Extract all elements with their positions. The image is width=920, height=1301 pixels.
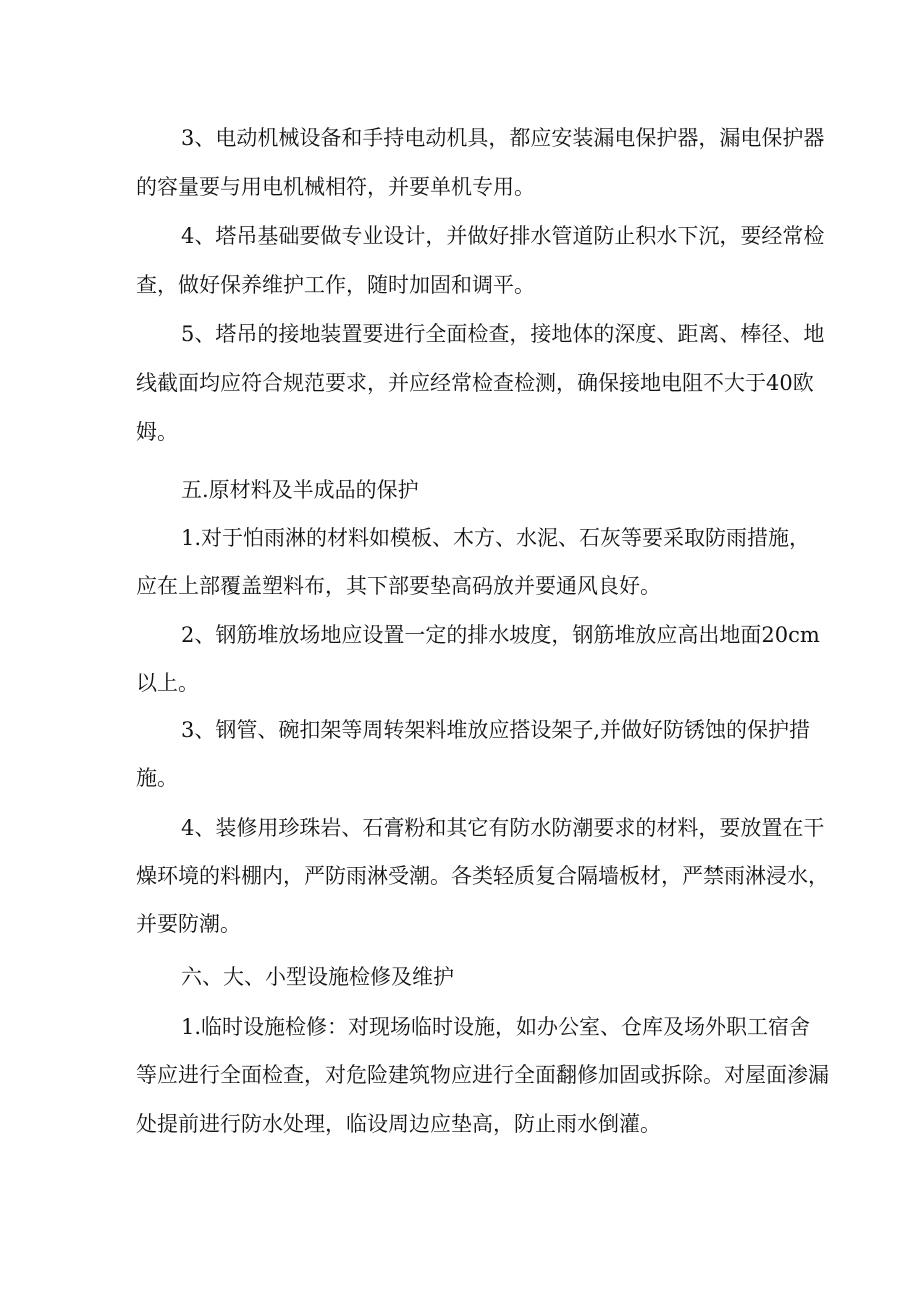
paragraph-line: 燥环境的料棚内，严防雨淋受潮。各类轻质复合隔墙板材，严禁雨淋浸水， — [136, 864, 829, 888]
paragraph-line: 以上。 — [136, 671, 199, 695]
paragraph-line: 4、装修用珍珠岩、石膏粉和其它有防水防潮要求的材料，要放置在干 — [181, 816, 825, 840]
paragraph-line: 1.临时设施检修：对现场临时设施，如办公室、仓库及场外职工宿舍 — [181, 1015, 811, 1039]
paragraph-line: 等应进行全面检查，对危险建筑物应进行全面翻修加固或拆除。对屋面渗漏 — [136, 1063, 829, 1087]
paragraph-line: 应在上部覆盖塑料布，其下部要垫高码放并要通风良好。 — [136, 574, 661, 598]
paragraph-line: 处提前进行防水处理，临设周边应垫高，防止雨水倒灌。 — [136, 1112, 661, 1136]
paragraph-line: 2、钢筋堆放场地应设置一定的排水坡度，钢筋堆放应高出地面20cm — [181, 623, 820, 647]
paragraph-line: 5、塔吊的接地装置要进行全面检查，接地体的深度、距离、棒径、地 — [181, 322, 825, 346]
paragraph-line: 4、塔吊基础要做专业设计，并做好排水管道防止积水下沉，要经常检 — [181, 224, 825, 248]
paragraph-line: 的容量要与用电机械相符，并要单机专用。 — [136, 175, 535, 199]
paragraph-line: 1.对于怕雨淋的材料如模板、木方、水泥、石灰等要采取防雨措施， — [181, 526, 811, 550]
paragraph-line: 姆。 — [136, 420, 178, 444]
paragraph-line: 线截面均应符合规范要求，并应经常检查检测，确保接地电阻不大于40欧 — [136, 371, 814, 395]
section-heading: 五.原材料及半成品的保护 — [181, 478, 419, 502]
paragraph-line: 施。 — [136, 766, 178, 790]
paragraph-line: 3、钢管、碗扣架等周转架料堆放应搭设架子,并做好防锈蚀的保护措 — [181, 718, 811, 742]
paragraph-line: 查，做好保养维护工作，随时加固和调平。 — [136, 273, 535, 297]
paragraph-line: 并要防潮。 — [136, 912, 241, 936]
section-heading: 六、大、小型设施检修及维护 — [181, 965, 454, 989]
paragraph-line: 3、电动机械设备和手持电动机具，都应安装漏电保护器，漏电保护器 — [181, 126, 825, 150]
